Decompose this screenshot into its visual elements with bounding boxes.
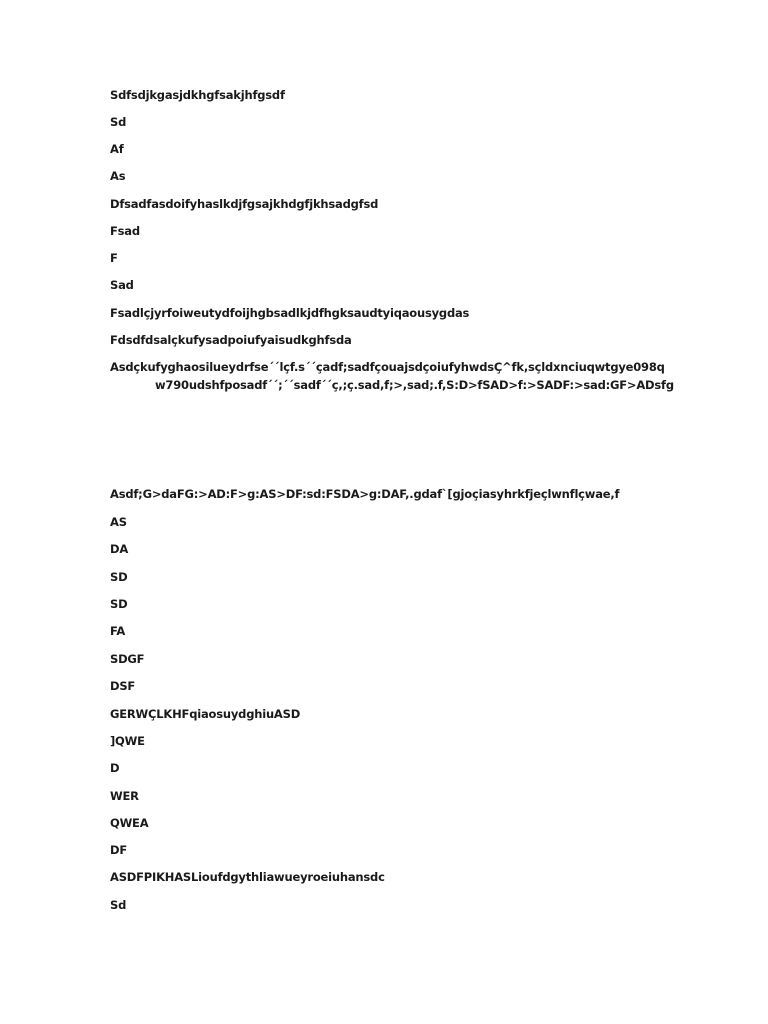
text-line: GERWÇLKHFqiaosuydghiuASD [110, 707, 301, 721]
text-line: DF [110, 843, 128, 857]
text-line: Sdfsdjkgasjdkhgfsakjhfgsdf [110, 88, 285, 102]
text-line: Fsadlçjyrfoiweutydfoijhgbsadlkjdfhgksaudtyiqaousygdas [110, 306, 470, 320]
text-line: D [110, 761, 120, 775]
text-line: ASDFPIKHASLioufdgythliawueyroeiuhansdc [110, 870, 385, 884]
text-line: Sd [110, 115, 127, 129]
text-line: Asdçkufyghaosilueydrfse´´lçf.s´´çadf;sadfçouajsdçoiufyhwdsÇ^fk,sçldxnciuqwtgye098q [110, 360, 665, 374]
text-line: FA [110, 624, 126, 638]
text-line: Dfsadfasdoifyhaslkdjfgsajkhdgfjkhsadgfsd [110, 197, 379, 211]
text-line: SDGF [110, 652, 145, 666]
text-line-continuation: w790udshfposadf´´;´´sadf´´ç,;ç.sad,f;>,sad;.f,S:D>fSAD>f:>SADF:>sad:GF>ADsfg [155, 378, 674, 392]
text-line: Fdsdfdsalçkufysadpoiufyaisudkghfsda [110, 333, 352, 347]
text-line: DSF [110, 679, 136, 693]
text-line: QWEA [110, 816, 149, 830]
text-line: Sad [110, 278, 134, 292]
text-line: ]QWE [110, 734, 145, 748]
text-line: SD [110, 597, 128, 611]
text-line: Sd [110, 898, 127, 912]
text-line: Asdf;G>daFG:>AD:F>g:AS>DF:sd:FSDA>g:DAF,.gdaf`[gjoçiasyhrkfjeçlwnflçwae,f [110, 487, 620, 501]
text-line: DA [110, 542, 129, 556]
text-line: Af [110, 142, 124, 156]
text-line: WER [110, 789, 139, 803]
text-line: AS [110, 515, 127, 529]
text-line: As [110, 169, 126, 183]
text-line: F [110, 251, 118, 265]
text-line: Fsad [110, 224, 140, 238]
text-line: SD [110, 570, 128, 584]
